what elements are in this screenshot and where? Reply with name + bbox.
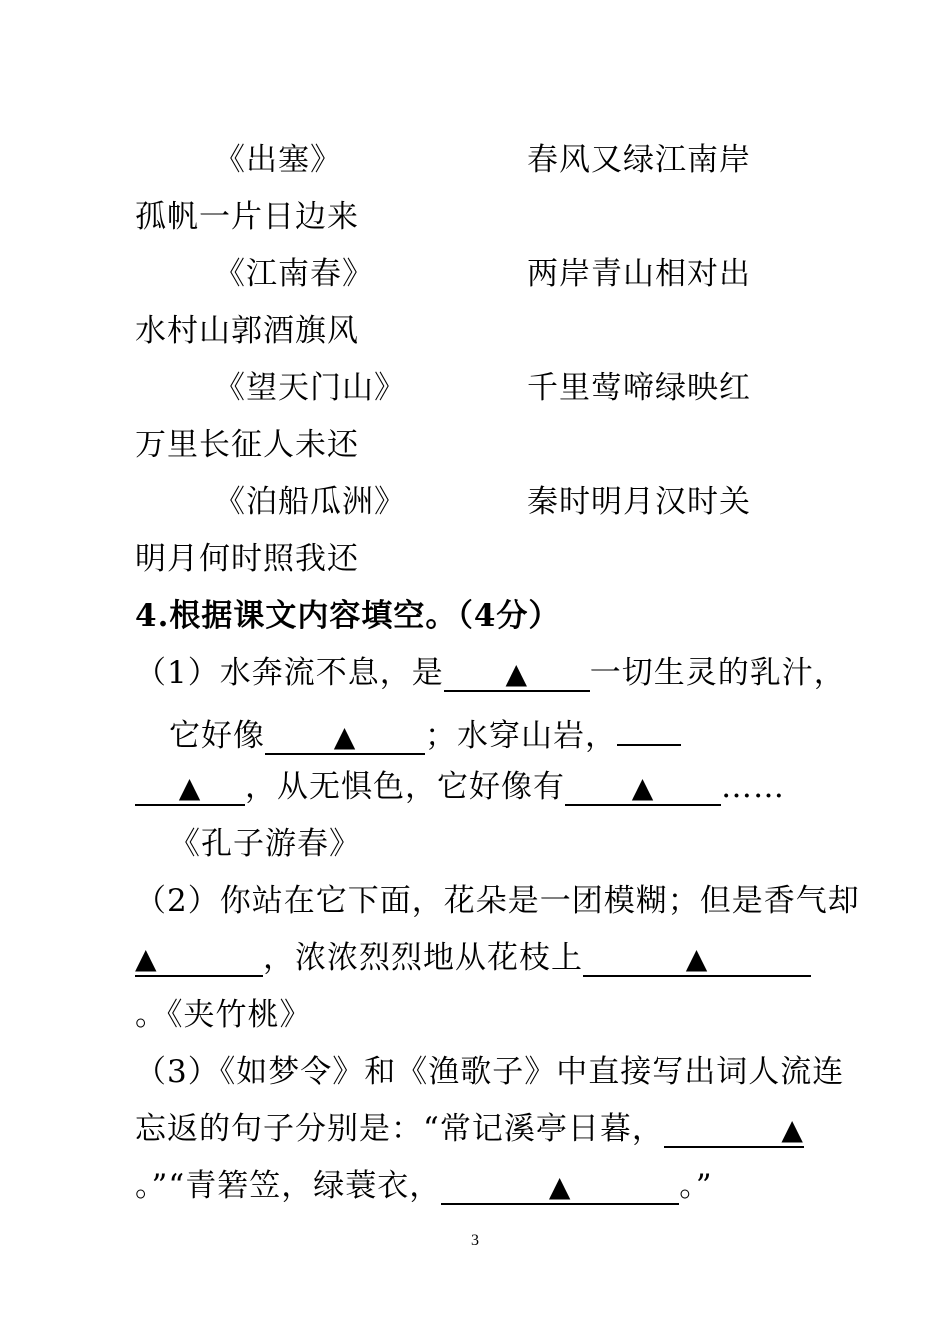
poem-title-bochuanguazhou: 《泊船瓜洲》 (214, 484, 406, 520)
q4-part1-source: 《孔子游春》 (169, 826, 361, 862)
q4-part3-line1: （3）《如梦令》和《渔歌子》中直接写出词人流连 (135, 1054, 845, 1090)
fill-blank-6[interactable] (583, 941, 811, 977)
q4-part2-line3: 。《夹竹桃》 (135, 997, 312, 1033)
triangle-marker-icon: ▲ (685, 942, 709, 975)
poem-line-option-4: 秦时明月汉时关 (527, 484, 751, 520)
triangle-marker-icon: ▲ (631, 771, 655, 804)
poem-line-option-2-wrap: 水村山郭酒旗风 (135, 313, 359, 349)
q4-part1-text-f: …… (721, 769, 785, 805)
q4-part1-text-c: 它好像 (169, 718, 265, 754)
triangle-marker-icon: ▲ (781, 1113, 804, 1146)
fill-blank-4[interactable] (565, 770, 721, 806)
q4-part3-text-c: 。”“青箬笠，绿蓑衣， (135, 1168, 442, 1204)
q4-part3-text-d: 。” (679, 1168, 713, 1204)
poem-line-option-1-wrap: 孤帆一片日边来 (135, 199, 359, 235)
fill-blank-7[interactable] (664, 1112, 804, 1148)
poem-title-chusai: 《出塞》 (214, 142, 342, 178)
q4-part1-text-d: ；水穿山岩， (425, 718, 617, 754)
q4-part3-line3 (135, 1166, 713, 1206)
question-4-heading: 4.根据课文内容填空。（4分） (135, 598, 561, 634)
fill-blank-8[interactable] (441, 1169, 679, 1205)
poem-line-option-3-wrap: 万里长征人未还 (135, 427, 359, 463)
triangle-marker-icon: ▲ (178, 771, 202, 804)
triangle-marker-icon: ▲ (548, 1170, 572, 1203)
fill-blank-2[interactable] (265, 719, 425, 755)
poem-line-option-4-wrap: 明月何时照我还 (135, 541, 359, 577)
q4-part2-text-b: ，浓浓烈烈地从花枝上 (263, 940, 583, 976)
fill-blank-3-end[interactable] (135, 770, 245, 806)
q4-part1-text-a: （1）水奔流不息，是 (135, 655, 444, 691)
poem-line-option-3: 千里莺啼绿映红 (527, 370, 751, 406)
triangle-marker-icon: ▲ (135, 942, 158, 975)
fill-blank-5[interactable] (135, 941, 263, 977)
poem-title-wangtianmenshan: 《望天门山》 (214, 370, 406, 406)
q4-part1-text-e: ，从无惧色，它好像有 (245, 769, 565, 805)
fill-blank-3-start[interactable] (617, 710, 681, 746)
poem-title-jiangnanchun: 《江南春》 (214, 256, 374, 292)
page-number: 3 (471, 1232, 479, 1249)
q4-part2-line2 (135, 938, 811, 978)
fill-blank-1[interactable] (444, 656, 590, 692)
q4-part1-line3 (135, 767, 785, 807)
q4-part3-line2 (135, 1109, 804, 1149)
q4-part1-line1 (135, 653, 846, 693)
triangle-marker-icon: ▲ (333, 720, 357, 753)
q4-part1-line2 (169, 710, 681, 756)
poem-line-option-1: 春风又绿江南岸 (527, 142, 751, 178)
q4-part1-text-b: 一切生灵的乳汁， (589, 655, 846, 691)
q4-part3-text-b: 忘返的句子分别是：“常记溪亭日暮， (135, 1111, 664, 1147)
poem-line-option-2: 两岸青山相对出 (527, 256, 751, 292)
q4-part2-line1: （2）你站在它下面，花朵是一团模糊；但是香气却 (135, 883, 860, 919)
triangle-marker-icon: ▲ (505, 657, 528, 690)
